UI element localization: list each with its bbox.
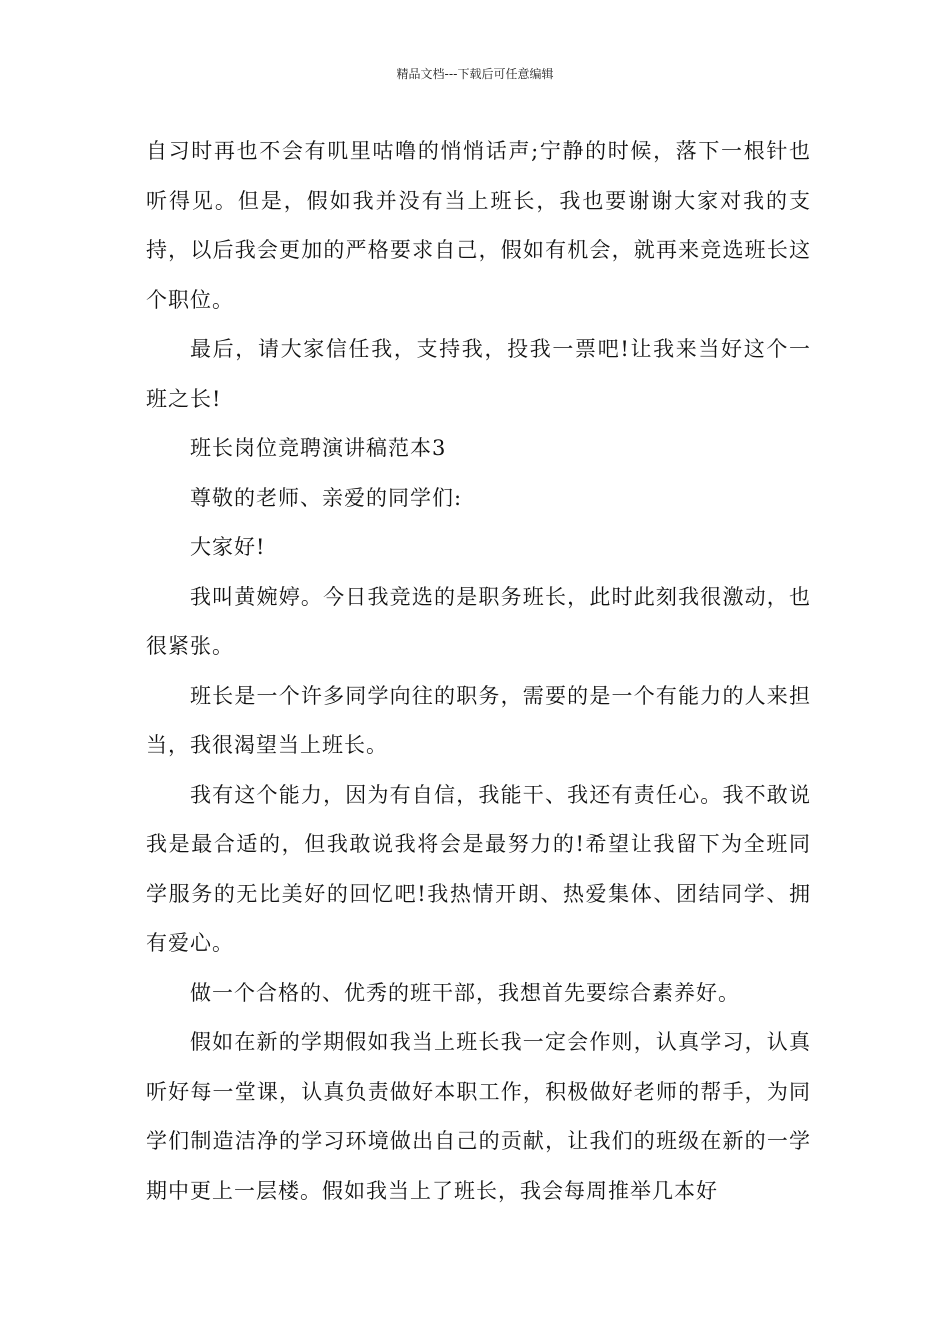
paragraph-9: 做一个合格的、优秀的班干部，我想首先要综合素养好。 <box>190 980 740 1005</box>
salutation: 尊敬的老师、亲爱的同学们: <box>190 485 463 510</box>
paragraph-7: 班长是一个许多同学向往的职务，需要的是一个有能力的人来担当，我很渴望当上班长。 <box>146 683 811 757</box>
document-body <box>146 127 811 1216</box>
paragraph-2: 最后，请大家信任我，支持我，投我一票吧!让我来当好这个一班之长! <box>146 337 811 411</box>
paragraph-8: 我有这个能力，因为有自信，我能干、我还有责任心。我不敢说我是最合适的，但我敢说我将会是最努力的!希望让我留下为全班同学服务的无比美好的回忆吧!我热情开朗、热爱集体、团结同学、拥有爱心。 <box>146 782 811 955</box>
paragraph-1: 自习时再也不会有叽里咕噜的悄悄话声;宁静的时候，落下一根针也听得见。但是，假如我并没有当上班长，我也要谢谢大家对我的支持，以后我会更加的严格要求自己，假如有机会，就再来竞选班长这个职位。 <box>146 139 811 312</box>
paragraph-6: 我叫黄婉婷。今日我竞选的是职务班长，此时此刻我很激动，也很紧张。 <box>146 584 811 658</box>
paragraph-10: 假如在新的学期假如我当上班长我一定会作则，认真学习，认真听好每一堂课，认真负责做好本职工作，积极做好老师的帮手，为同学们制造洁净的学习环境做出自己的贡献，让我们的班级在新的一学期中更上一层楼。假如我当上了班长，我会每周推举几本好 <box>146 1030 811 1203</box>
page-header: 精品文档---下载后可任意编辑 <box>396 67 554 81</box>
section-title: 班长岗位竞聘演讲稿范本3 <box>190 436 447 460</box>
greeting: 大家好! <box>190 535 266 559</box>
